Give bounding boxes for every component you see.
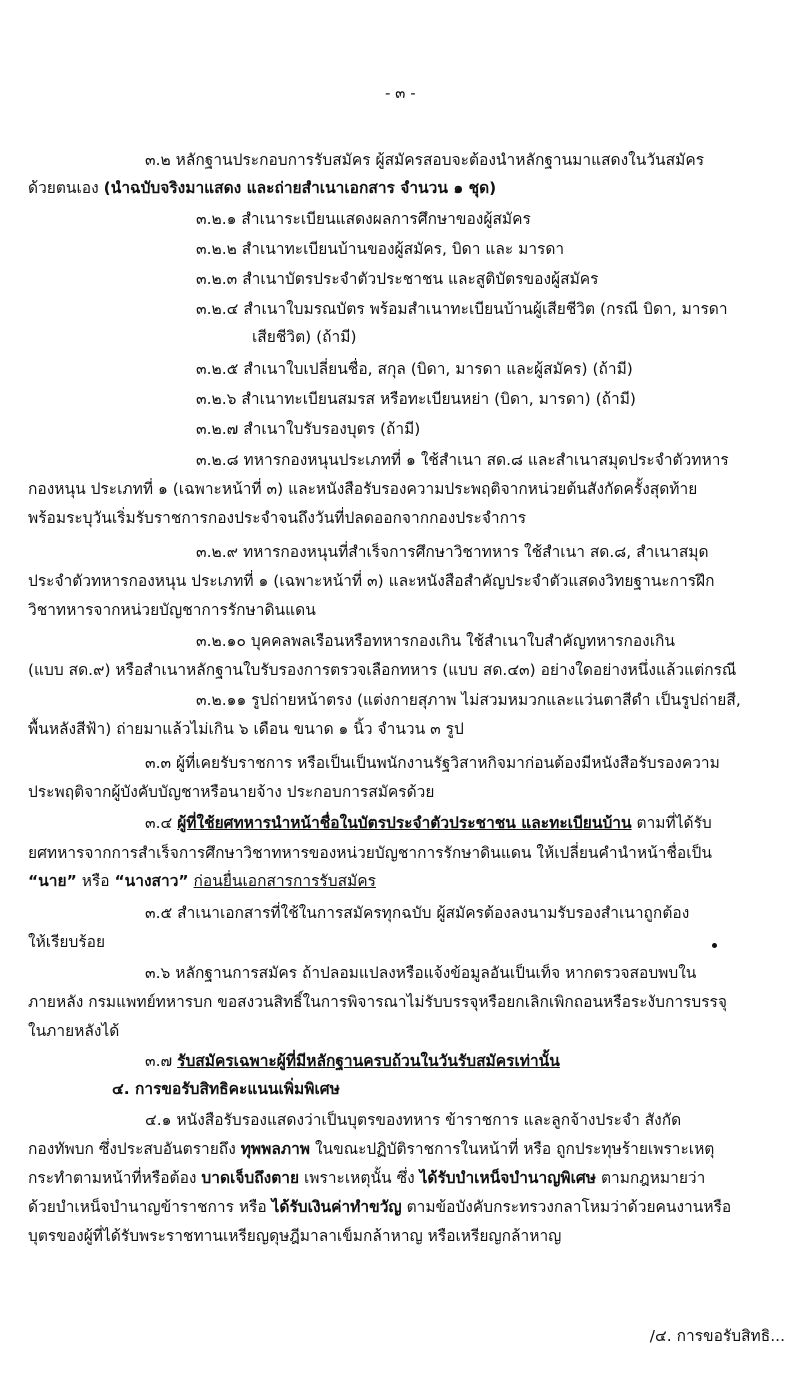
item-3-2-11-line-1: ๓.๒.๑๑ รูปถ่ายหน้าตรง (แต่งกายสุภาพ ไม่สวมหมวกและแว่นตาสีดำ เป็นรูปถ่ายสี, (196, 691, 741, 709)
item-3-2-1: ๓.๒.๑ สำเนาระเบียนแสดงผลการศึกษาของผู้สมัคร (196, 210, 531, 228)
section-3-3-line-1: ๓.๓ ผู้ที่เคยรับราชการ หรือเป็นเป็นพนักงานรัฐวิสาหกิจมาก่อนต้องมีหนังสือรับรองความ (145, 754, 720, 772)
section-3-6-line-1: ๓.๖ หลักฐานการสมัคร ถ้าปลอมแปลงหรือแจ้งข้อมูลอันเป็นเท็จ หากตรวจสอบพบใน (145, 964, 697, 982)
item-3-2-9-line-3: วิชาทหารจากหน่วยบัญชาการรักษาดินแดน (28, 601, 316, 619)
section-4-heading: ๔. การขอรับสิทธิคะแนนเพิ่มพิเศษ (112, 1080, 340, 1098)
section-3-5-line-2: ให้เรียบร้อย (28, 933, 106, 951)
item-3-2-4-line-2: เสียชีวิต) (ถ้ามี) (252, 328, 357, 346)
page-number: - ๓ - (385, 84, 416, 102)
item-3-2-9-line-1: ๓.๒.๙ ทหารกองหนุนที่สำเร็จการศึกษาวิชาทหาร ใช้สำเนา สด.๘, สำเนาสมุด (196, 543, 709, 561)
item-3-2-9-line-2: ประจำตัวทหารกองหนุน ประเภทที่ ๑ (เฉพาะหน้าที่ ๓) และหนังสือสำคัญประจำตัวแสดงวิทยฐานะการฝึก (28, 572, 715, 590)
item-3-2-10-line-1: ๓.๒.๑๐ บุคคลพลเรือนหรือทหารกองเกิน ใช้สำเนาใบสำคัญทหารกองเกิน (196, 632, 675, 650)
section-3-7: ๓.๗ รับสมัครเฉพาะผู้ที่มีหลักฐานครบถ้วนในวันรับสมัครเท่านั้น (145, 1052, 560, 1070)
underlined-rank-note: ผู้ที่ใช้ยศทหารนำหน้าชื่อในบัตรประจำตัวประชาชน และทะเบียนบ้าน (177, 814, 632, 832)
section-3-2-line-2: ด้วยตนเอง (นำฉบับจริงมาแสดง และถ่ายสำเนาเอกสาร จำนวน ๑ ชุด) (28, 179, 497, 197)
bold-instruction: (นำฉบับจริงมาแสดง และถ่ายสำเนาเอกสาร จำนวน ๑ ชุด) (103, 179, 497, 197)
item-3-2-8-line-2: กองหนุน ประเภทที่ ๑ (เฉพาะหน้าที่ ๓) และหนังสือรับรองความประพฤติจากหน่วยต้นสังกัดครั้งสุดท้าย (28, 480, 698, 498)
section-4-1-line-3: กระทำตามหน้าที่หรือต้อง บาดเจ็บถึงตาย เพราะเหตุนั้น ซึ่ง ได้รับบำเหน็จบำนาญพิเศษ ตามกฎหมายว่า (28, 1169, 706, 1187)
item-3-2-10-line-2: (แบบ สด.๙) หรือสำเนาหลักฐานใบรับรองการตรวจเลือกทหาร (แบบ สด.๔๓) อย่างใดอย่างหนึ่งแล้วแต่กรณี (28, 661, 737, 679)
section-4-1-line-5: บุตรของผู้ที่ได้รับพระราชทานเหรียญดุษฎีมาลาเข็มกล้าหาญ หรือเหรียญกล้าหาญ (28, 1227, 562, 1245)
item-3-2-5: ๓.๒.๕ สำเนาใบเปลี่ยนชื่อ, สกุล (บิดา, มารดา และผู้สมัคร) (ถ้ามี) (196, 360, 633, 378)
section-4-1-line-4: ด้วยบำเหน็จบำนาญข้าราชการ หรือ ได้รับเงินค่าทำขวัญ ตามข้อบังคับกระทรวงกลาโหมว่าด้วยคนงานหรือ (28, 1198, 732, 1216)
page-continuation: /๔. การขอรับสิทธิ... (649, 1327, 785, 1345)
section-3-5-line-1: ๓.๕ สำเนาเอกสารที่ใช้ในการสมัครทุกฉบับ ผู้สมัครต้องลงนามรับรองสำเนาถูกต้อง (145, 904, 690, 922)
item-3-2-4-line-1: ๓.๒.๔ สำเนาใบมรณบัตร พร้อมสำเนาทะเบียนบ้านผู้เสียชีวิต (กรณี บิดา, มารดา (196, 300, 728, 318)
section-4-1-line-2: กองทัพบก ซึ่งประสบอันตรายถึง ทุพพลภาพ ในขณะปฏิบัติราชการในหน้าที่ หรือ ถูกประทุษร้ายเพราะเหตุ (28, 1140, 715, 1158)
item-3-2-11-line-2: พื้นหลังสีฟ้า) ถ่ายมาแล้วไม่เกิน ๖ เดือน ขนาด ๑ นิ้ว จำนวน ๓ รูป (28, 720, 464, 738)
section-3-3-line-2: ประพฤติจากผู้บังคับบัญชาหรือนายจ้าง ประกอบการสมัครด้วย (28, 783, 435, 801)
section-3-4-line-3: “นาย” หรือ “นางสาว” ก่อนยื่นเอกสารการรับสมัคร (28, 872, 376, 890)
section-3-6-line-2: ภายหลัง กรมแพทย์ทหารบก ขอสงวนสิทธิ์ในการพิจารณาไม่รับบรรจุหรือยกเลิกเพิกถอนหรือระงับการบรรจุ (28, 993, 727, 1011)
item-3-2-2: ๓.๒.๒ สำเนาทะเบียนบ้านของผู้สมัคร, บิดา และ มารดา (196, 240, 565, 258)
underlined-deadline-note: ก่อนยื่นเอกสารการรับสมัคร (193, 872, 376, 890)
item-3-2-3: ๓.๒.๓ สำเนาบัตรประจำตัวประชาชน และสูติบัตรของผู้สมัคร (196, 270, 599, 288)
stray-mark (712, 943, 717, 948)
section-3-4-line-1: ๓.๔ ผู้ที่ใช้ยศทหารนำหน้าชื่อในบัตรประจำตัวประชาชน และทะเบียนบ้าน ตามที่ได้รับ (145, 814, 712, 832)
item-3-2-8-line-1: ๓.๒.๘ ทหารกองหนุนประเภทที่ ๑ ใช้สำเนา สด.๘ และสำเนาสมุดประจำตัวทหาร (196, 451, 729, 469)
section-3-4-line-2: ยศทหารจากการสำเร็จการศึกษาวิชาทหารของหน่วยบัญชาการรักษาดินแดน ให้เปลี่ยนคำนำหน้าชื่อเป็น (28, 844, 712, 862)
item-3-2-8-line-3: พร้อมระบุวันเริ่มรับราชการกองประจำจนถึงวันที่ปลดออกจากกองประจำการ (28, 509, 527, 527)
section-3-2-line-1: ๓.๒ หลักฐานประกอบการรับสมัคร ผู้สมัครสอบจะต้องนำหลักฐานมาแสดงในวันสมัคร (145, 151, 705, 169)
section-4-1-line-1: ๔.๑ หนังสือรับรองแสดงว่าเป็นบุตรของทหาร ข้าราชการ และลูกจ้างประจำ สังกัด (145, 1111, 682, 1129)
section-3-6-line-3: ในภายหลังได้ (28, 1022, 120, 1040)
item-3-2-6: ๓.๒.๖ สำเนาทะเบียนสมรส หรือทะเบียนหย่า (บิดา, มารดา) (ถ้ามี) (196, 390, 636, 408)
item-3-2-7: ๓.๒.๗ สำเนาใบรับรองบุตร (ถ้ามี) (196, 420, 421, 438)
